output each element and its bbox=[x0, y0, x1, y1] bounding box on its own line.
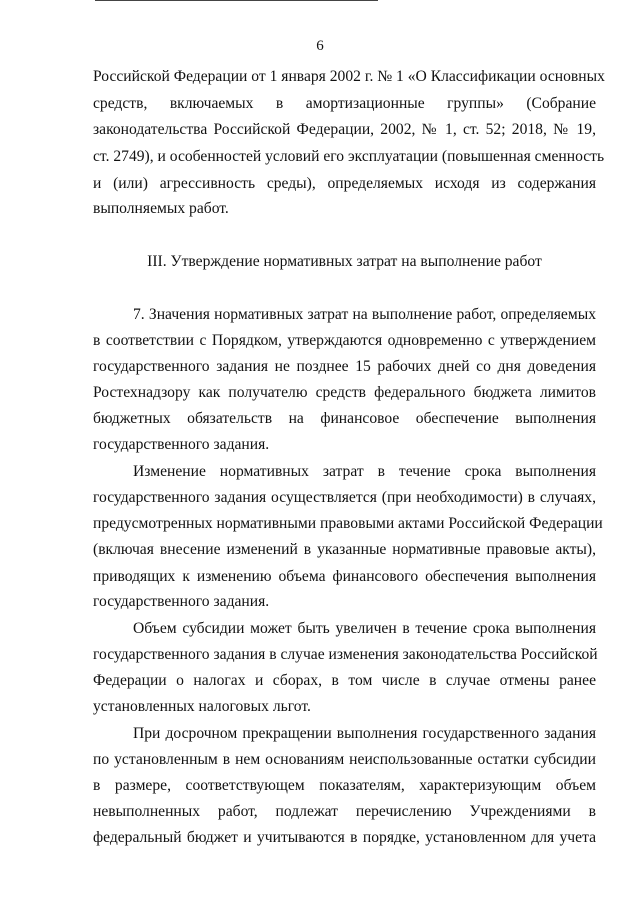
text-line: в соответствии с Порядком, утверждаются одновременно с утверждением bbox=[93, 332, 596, 349]
text-line: 7. Значения нормативных затрат на выполнение работ, определяемых bbox=[133, 306, 596, 323]
text-line: бюджетных обязательств на финансовое обеспечение выполнения bbox=[93, 410, 596, 427]
text-line: законодательства Российской Федерации, 2002, № 1, ст. 52; 2018, № 19, bbox=[93, 121, 596, 138]
text-line: ст. 2749), и особенностей условий его эксплуатации (повышенная сменность bbox=[93, 148, 605, 165]
text-line: Федерации о налогах и сборах, в том числе в случае отмены ранее bbox=[93, 672, 596, 689]
top-rule bbox=[95, 0, 378, 1]
text-line: Изменение нормативных затрат в течение срока выполнения bbox=[133, 463, 596, 480]
text-line: Ростехнадзору как получателю средств федерального бюджета лимитов bbox=[93, 384, 596, 401]
text-line: Российской Федерации от 1 января 2002 г. № 1 «О Классификации основных bbox=[93, 68, 605, 85]
text-line: по установленным в нем основаниям неиспользованные остатки субсидии bbox=[93, 751, 596, 768]
text-line: государственного задания. bbox=[93, 593, 270, 610]
text-line: и (или) агрессивность среды), определяемых исходя из содержания bbox=[93, 175, 596, 192]
text-line: (включая внесение изменений в указанные нормативные правовые акты), bbox=[93, 541, 596, 558]
text-line: предусмотренных нормативными правовыми актами Российской Федерации bbox=[93, 515, 603, 532]
text-line: государственного задания осуществляется (при необходимости) в случаях, bbox=[93, 489, 596, 506]
text-line: невыполненных работ, подлежат перечислению Учреждениями в bbox=[93, 803, 596, 820]
text-line: средств, включаемых в амортизационные группы» (Собрание bbox=[93, 95, 596, 112]
text-line: государственного задания не позднее 15 рабочих дней со дня доведения bbox=[93, 358, 596, 375]
text-line: государственного задания. bbox=[93, 436, 270, 453]
text-line: федеральный бюджет и учитываются в порядке, установленном для учета bbox=[93, 829, 596, 846]
text-line: Объем субсидии может быть увеличен в течение срока выполнения bbox=[133, 620, 596, 637]
text-line: приводящих к изменению объема финансового обеспечения выполнения bbox=[93, 568, 596, 585]
text-line: установленных налоговых льгот. bbox=[93, 698, 311, 715]
page-number: 6 bbox=[316, 38, 324, 54]
text-line: При досрочном прекращении выполнения государственного задания bbox=[133, 725, 596, 742]
text-line: выполняемых работ. bbox=[93, 200, 229, 217]
text-line: в размере, соответствующем показателям, характеризующим объем bbox=[93, 777, 596, 794]
text-line: государственного задания в случае изменения законодательства Российской bbox=[93, 646, 598, 663]
section-heading: III. Утверждение нормативных затрат на выполнение работ bbox=[147, 253, 542, 270]
